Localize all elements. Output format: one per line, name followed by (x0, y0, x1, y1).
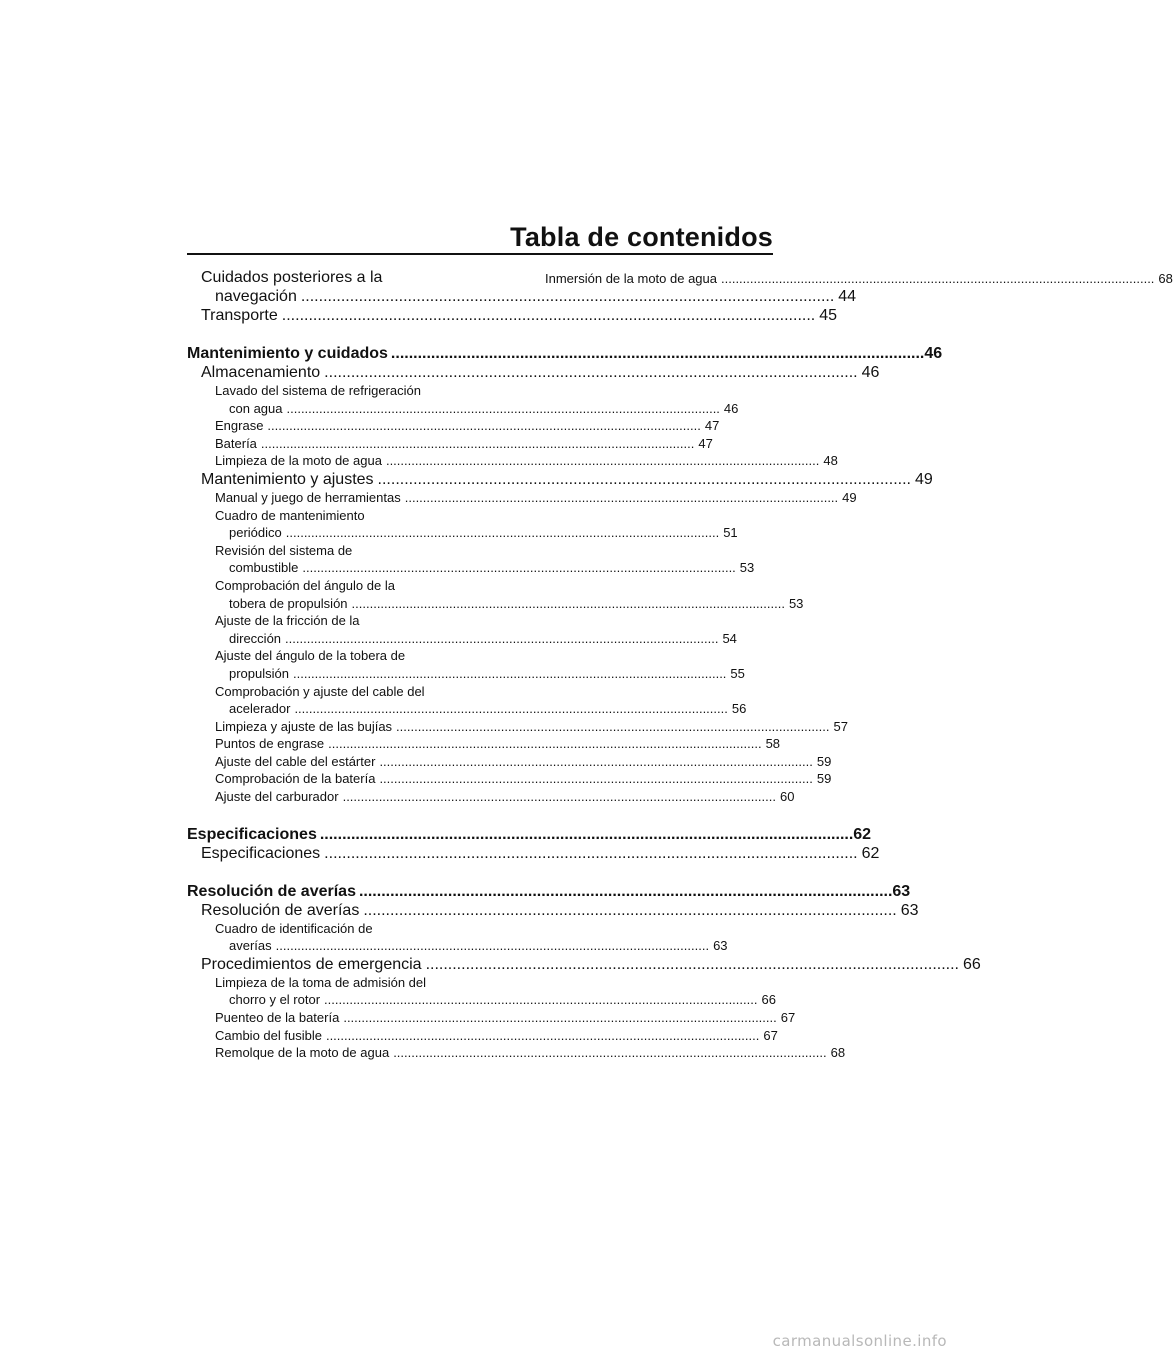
toc-entry-label: Comprobación de la batería (215, 771, 376, 787)
toc-entry-label: Resolución de averías (201, 901, 360, 919)
toc-page-number: 57 (833, 718, 848, 734)
toc-page-number: 66 (963, 955, 981, 973)
toc-page-number: 45 (819, 307, 838, 324)
toc-entry-label: Batería (215, 435, 257, 451)
toc-entry[interactable] (187, 507, 738, 542)
toc-leader-dots: ........................................................................................................................ (343, 1010, 777, 1026)
toc-leader-dots: ........................................................................................................................ (404, 489, 839, 505)
toc-entry-label: propulsión (229, 665, 289, 681)
toc-entry-label: Cuadro de identificación de (215, 920, 373, 936)
toc-leader-dots: ........................................................................................................................ (390, 345, 925, 362)
toc-page-number: 62 (853, 825, 872, 843)
toc-entry-label: Lavado del sistema de refrigeración (215, 383, 421, 398)
toc-leader-dots: ........................................................................................................................ (286, 400, 720, 416)
toc-page-number: 54 (722, 630, 737, 646)
toc-page-number: 53 (739, 560, 755, 576)
toc-entry[interactable] (187, 1044, 846, 1062)
toc-page-number: 60 (780, 789, 795, 805)
toc-entry-label: Almacenamiento (201, 364, 321, 381)
toc-entry[interactable] (187, 844, 880, 863)
toc-page-number: 46 (924, 345, 943, 362)
toc-leader-dots: ........................................................................................................................ (293, 665, 727, 681)
toc-entry-label: Limpieza de la moto de agua (215, 453, 382, 469)
toc-entry[interactable] (187, 718, 848, 736)
toc-page-number: 63 (892, 882, 911, 900)
toc-page-number: 47 (698, 435, 713, 451)
toc-entry[interactable] (187, 435, 713, 453)
toc-entry[interactable] (187, 955, 981, 974)
toc-entry-label: Puntos de engrase (215, 736, 325, 752)
toc-entry-label: Limpieza de la toma de admisión del (215, 974, 427, 990)
toc-leader-dots: ........................................................................................................................ (275, 938, 710, 954)
toc-entry[interactable] (187, 901, 919, 920)
toc-entry[interactable] (187, 345, 943, 363)
toc-leader-dots: ........................................................................................................................ (379, 771, 813, 787)
toc-entry[interactable] (187, 489, 857, 507)
toc-leader-dots: ........................................................................................................................ (379, 753, 813, 769)
toc-entry[interactable] (187, 770, 832, 788)
toc-leader-dots: ........................................................................................................................ (260, 435, 695, 451)
toc-page-number: 63 (713, 938, 728, 954)
toc-leader-dots: ........................................................................................................................ (285, 630, 719, 646)
toc-page-number: 59 (816, 753, 832, 769)
watermark-text: carmanualsonline.info (772, 1332, 947, 1350)
toc-entry-label: Puenteo de la batería (215, 1010, 340, 1026)
toc-entry[interactable] (187, 753, 832, 771)
toc-page-number: 56 (731, 701, 747, 717)
toc-entry-label: Comprobación del ángulo de la (215, 577, 395, 593)
toc-entry[interactable] (187, 1009, 796, 1027)
toc-entry[interactable] (187, 788, 795, 806)
toc-entry[interactable] (187, 470, 933, 489)
toc-entry-label: chorro y el rotor (229, 992, 321, 1008)
toc-page-number: 44 (838, 288, 857, 305)
toc-leader-dots: ........................................................................................................................ (300, 288, 835, 305)
toc-page-number: 68 (830, 1045, 846, 1061)
toc-entry[interactable] (187, 825, 872, 844)
toc-entry-label: Cambio del fusible (215, 1027, 322, 1043)
toc-page-number: 48 (823, 453, 838, 469)
toc-entry-label: periódico (229, 525, 282, 541)
toc-entry-label: Mantenimiento y cuidados (187, 345, 388, 362)
toc-entry-label: acelerador (229, 701, 291, 717)
toc-leader-dots: ........................................................................................................................ (281, 307, 816, 324)
toc-entry-label: Transporte (201, 307, 278, 324)
toc-entry-label: Inmersión de la moto de agua (545, 271, 717, 286)
toc-entry[interactable] (187, 577, 804, 612)
toc-entry-label: Cuidados posteriores a la (201, 269, 383, 286)
toc-page-number: 58 (765, 736, 781, 752)
toc-entry[interactable] (187, 452, 838, 470)
toc-entry[interactable] (187, 647, 745, 682)
toc-page-number: 66 (761, 992, 776, 1008)
toc-entry-label: Ajuste del ángulo de la tobera de (215, 648, 406, 664)
toc-page-number: 51 (723, 525, 738, 541)
page-title: Tabla de contenidos (510, 222, 773, 252)
toc-leader-dots: ........................................................................................................................ (351, 595, 785, 611)
toc-page-number: 68 (1158, 271, 1173, 286)
toc-page-number: 63 (900, 901, 919, 919)
toc-entry[interactable] (187, 1027, 778, 1045)
toc-entry-label: dirección (229, 630, 282, 646)
toc-leader-dots: ........................................................................................................................ (294, 701, 728, 717)
toc-entry-label: Especificaciones (187, 825, 317, 843)
toc-entry-label: Resolución de averías (187, 882, 356, 900)
toc-entry-label: averías (229, 938, 272, 954)
toc-entry[interactable] (517, 270, 1173, 288)
toc-leader-dots: ........................................................................................................................ (324, 364, 858, 381)
toc-entry-label: Remolque de la moto de agua (215, 1045, 390, 1061)
toc-page-number: 49 (914, 470, 933, 488)
toc-page-number: 55 (730, 665, 745, 681)
toc-page-number: 47 (704, 418, 720, 434)
toc-leader-dots: ........................................................................................................................ (393, 1045, 827, 1061)
toc-entry-label: Revisión del sistema de (215, 542, 353, 558)
toc-leader-dots: ........................................................................................................................ (396, 718, 830, 734)
toc-page-number: 49 (842, 489, 857, 505)
toc-entry-label: tobera de propulsión (229, 595, 348, 611)
toc-leader-dots: ........................................................................................................................ (425, 955, 959, 973)
toc-leader-dots: ........................................................................................................................ (319, 825, 854, 843)
toc-leader-dots: ........................................................................................................................ (324, 992, 758, 1008)
toc-entry[interactable] (187, 542, 755, 577)
toc-entry-label: Ajuste de la fricción de la (215, 613, 360, 629)
toc-page-number: 53 (788, 595, 804, 611)
toc-entry-label: Especificaciones (201, 844, 321, 862)
toc-leader-dots: ........................................................................................................................ (324, 844, 858, 862)
toc-entry[interactable] (187, 974, 776, 1009)
toc-leader-dots: ........................................................................................................................ (385, 453, 820, 469)
toc-column-right (517, 270, 1173, 288)
toc-page-number: 62 (861, 844, 880, 862)
toc-entry[interactable] (187, 382, 739, 417)
toc-entry[interactable] (187, 920, 728, 955)
toc-entry[interactable] (187, 882, 911, 901)
toc-entry-label: navegación (215, 288, 297, 305)
toc-leader-dots: ........................................................................................................................ (267, 418, 701, 434)
toc-leader-dots: ........................................................................................................................ (342, 789, 776, 805)
toc-page-number: 59 (816, 771, 832, 787)
toc-entry-label: con agua (229, 400, 283, 416)
toc-leader-dots: ........................................................................................................................ (363, 901, 897, 919)
toc-page-number: 67 (780, 1010, 796, 1026)
toc-leader-dots: ........................................................................................................................ (377, 470, 911, 488)
toc-page-number: 46 (861, 364, 880, 381)
toc-entry[interactable] (187, 683, 747, 718)
toc-entry[interactable] (187, 363, 880, 382)
toc-entry-label: Cuadro de mantenimiento (215, 507, 365, 523)
toc-entry-label: Engrase (215, 418, 264, 434)
toc-entry-label: Mantenimiento y ajustes (201, 470, 374, 488)
toc-entry-label: Procedimientos de emergencia (201, 955, 422, 973)
toc-leader-dots: ........................................................................................................................ (328, 736, 762, 752)
toc-page-number: 67 (763, 1027, 778, 1043)
toc-entry[interactable] (187, 417, 720, 435)
toc-leader-dots: ........................................................................................................................ (358, 882, 893, 900)
toc-leader-dots: ........................................................................................................................ (285, 525, 720, 541)
toc-entry[interactable] (187, 612, 737, 647)
toc-page-number: 46 (723, 400, 739, 416)
toc-entry-label: Manual y juego de herramientas (215, 489, 401, 505)
toc-entry-label: combustible (229, 560, 299, 576)
toc-entry-label: Limpieza y ajuste de las bujías (215, 718, 393, 734)
toc-entry-label: Ajuste del carburador (215, 789, 339, 805)
toc-leader-dots: ........................................................................................................................ (302, 560, 736, 576)
toc-entry-label: Comprobación y ajuste del cable del (215, 683, 425, 699)
toc-entry-label: Ajuste del cable del estárter (215, 753, 376, 769)
toc-entry[interactable] (187, 735, 781, 753)
toc-leader-dots: ........................................................................................................................ (325, 1027, 760, 1043)
toc-entry[interactable] (187, 306, 838, 325)
title-rule (187, 253, 773, 255)
toc-leader-dots: ........................................................................................................................ (721, 271, 1155, 286)
